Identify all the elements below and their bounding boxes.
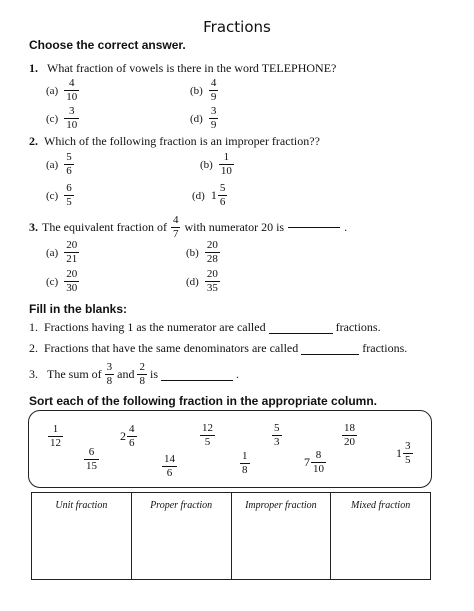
section-heading-fill: Fill in the blanks: [29,302,128,316]
option-label: (a) [46,84,59,97]
option-label: (a) [46,246,59,259]
column-unit-fraction[interactable] [32,493,132,579]
fraction: $\frac{1}{10}$ [220,151,232,177]
sort-mixed-fraction[interactable]: 1 $\frac{3}{5}$ [396,440,411,466]
option-label: (b) [200,158,213,171]
option-label: (b) [190,84,203,97]
question-number: 2. [29,134,38,148]
item-text: Fractions having [44,320,125,334]
option-label: (d) [190,112,203,125]
sort-fraction[interactable]: 1 8 [242,450,248,476]
sort-fraction[interactable]: 12 5 [202,422,213,448]
section-heading-choose: Choose the correct answer. [29,38,186,52]
question-text: Which of the following fraction is an improper fraction?? [44,134,320,148]
question-number: 3. [29,220,38,234]
option-3d[interactable] [186,269,220,294]
option-label: (c) [46,112,59,125]
option-label: (d) [186,275,199,288]
option-label: (b) [186,246,199,259]
fraction: $\frac{4}{7}$ [172,214,179,240]
option-1c[interactable] [46,106,79,131]
column-header: Unit fraction [55,500,108,511]
option-1d[interactable] [190,106,218,131]
item-text: fractions. [335,320,381,334]
fraction: $\frac{4}{10}$ [66,77,78,103]
mixed-fraction: 1 $\frac{5}{6}$ [210,182,226,208]
fraction: $\frac{3}{8}$ [106,361,113,387]
item-text: Fractions that have the same denominators are called [44,341,299,355]
option-2a[interactable] [46,152,74,177]
question-1 [29,61,336,76]
option-label: (c) [46,275,59,288]
option-2b[interactable] [200,152,234,177]
column-header: Proper fraction [150,500,213,511]
option-label: (c) [46,189,59,202]
question-3 [29,215,347,240]
fill-item-1 [29,320,381,335]
answer-blank[interactable] [269,321,333,334]
option-1a[interactable] [46,78,79,103]
sort-fraction[interactable]: 14 6 [164,453,175,479]
item-text: fractions. [362,341,408,355]
column-mixed-fraction[interactable] [331,493,430,579]
fraction: $\frac{6}{5}$ [66,182,72,208]
fraction: $\frac{20}{21}$ [66,239,78,265]
item-text: 1 [127,320,134,334]
sort-fraction[interactable]: 1 12 [50,423,61,449]
question-text: What fraction of vowels is there in the word TELEPHONE? [47,61,337,75]
option-3b[interactable] [186,240,220,265]
column-header: Improper fraction [245,500,317,511]
sort-fraction[interactable]: 6 15 [86,446,97,472]
fraction: $\frac{3}{10}$ [66,105,78,131]
fraction: $\frac{5}{6}$ [66,151,72,177]
question-number: 1. [29,61,38,75]
fraction: $\frac{20}{30}$ [66,268,78,294]
question-text: The equivalent fraction of [42,220,167,234]
fraction: $\frac{3}{9}$ [210,105,217,131]
answer-blank[interactable] [301,342,359,355]
option-1b[interactable] [190,78,218,103]
option-2d[interactable] [192,183,227,208]
option-3c[interactable] [46,269,79,294]
fraction: $\frac{4}{9}$ [210,77,217,103]
fill-item-2 [29,341,407,356]
fill-item-3 [29,362,239,387]
fraction: $\frac{20}{35}$ [206,268,218,294]
period: . [344,220,348,234]
period: . [236,367,239,381]
option-label: (a) [46,158,59,171]
column-improper-fraction[interactable] [232,493,332,579]
item-text: is [149,367,158,381]
answer-blank[interactable] [161,368,233,381]
item-text: The sum of [47,367,102,381]
question-2 [29,134,320,149]
item-number: 1. [29,320,38,334]
option-3a[interactable] [46,240,79,265]
fraction: $\frac{20}{28}$ [206,239,218,265]
column-header: Mixed fraction [351,500,411,511]
sort-fraction[interactable]: 18 20 [344,422,355,448]
answer-blank[interactable] [288,227,340,228]
sort-mixed-fraction[interactable]: 2 $\frac{4}{6}$ [120,423,135,449]
section-heading-sort: Sort each of the following fraction in the appropriate column. [29,394,378,408]
sort-mixed-fraction[interactable]: 7 $\frac{8}{10}$ [304,449,324,475]
fraction: $\frac{2}{8}$ [139,361,145,387]
option-2c[interactable] [46,183,74,208]
option-label: (d) [192,189,205,202]
item-text: and [117,367,135,381]
sort-table [31,492,431,580]
column-proper-fraction[interactable] [132,493,232,579]
page-title: Fractions [203,18,271,36]
sort-fraction[interactable]: 5 3 [274,422,280,448]
question-text-tail: with numerator 20 is [184,220,285,234]
item-text: as the numerator are called [136,320,266,334]
item-number: 3. [29,367,38,381]
item-number: 2. [29,341,38,355]
